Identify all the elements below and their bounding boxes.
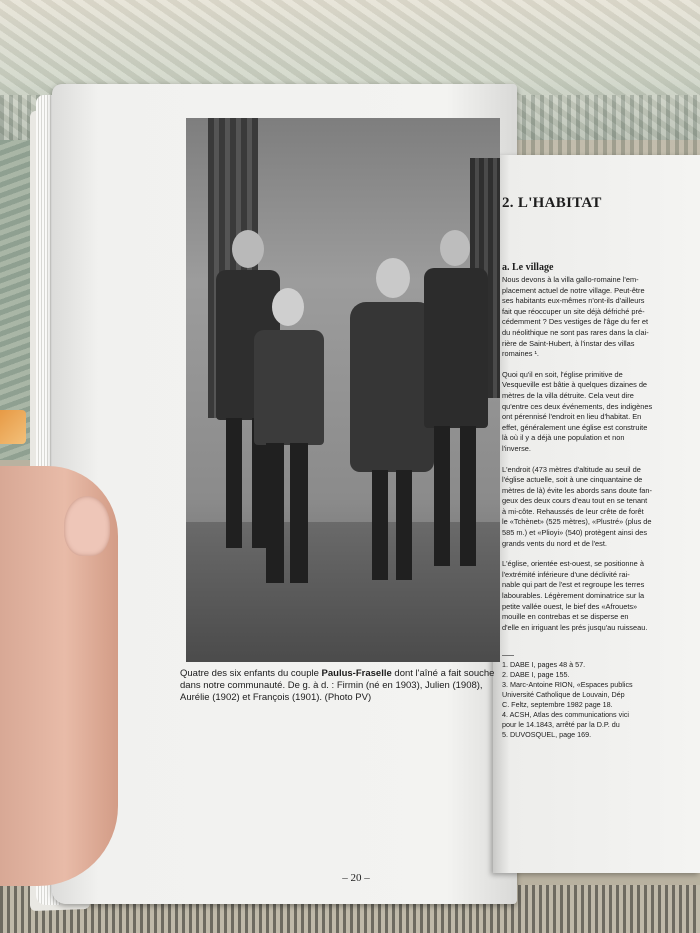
text-line: à mi-côte. Rehaussés de leur crête de forêt [502,506,644,516]
text-line: d'elle en irriguant les prés jusqu'au ruisseau. [502,622,648,632]
thumbnail [64,496,110,556]
right-page-content [502,195,700,740]
text-line: mètres de la villa détruite. Cela veut dire [502,390,634,400]
body-text [502,275,700,633]
text-line: Vesqueville est bâtie à quelques dizaines de [502,380,648,390]
text-line: cédemment ? Des vestiges de l'âge du fer et [502,317,649,327]
child-julien [244,288,334,588]
text-line: geux des deux cours d'eau tout en se tenant [502,496,648,506]
family-photo [186,118,500,662]
orange-object [0,410,26,444]
text-line: qu'entre ces deux événements, des indigènes [502,401,653,411]
text-line: nable qui part de l'est et regroupe les terres [502,580,645,590]
footnotes [502,660,700,740]
text-line: fait que réoccuper un site déjà défriché pré- [502,306,645,316]
text-line: ses habitants eux-mêmes n'ont-ils d'ailleurs [502,296,645,306]
text-line: Nous devons à la villa gallo-romaine l'em- [502,275,639,284]
text-line: l'extrémité inférieure d'une déclivité rai- [502,569,630,579]
text-line: effet, généralement une église est construite [502,422,648,432]
caption-text-1: Quatre des six enfants du couple [180,668,322,679]
footnote: 4. ACSH, Atlas des communications vici [502,710,630,720]
text-line: mouille en contrebas et se disperse en [502,612,629,622]
text-line: ont pérennisé l'endroit en lieu d'habitat. En [502,412,642,422]
footnote: 3. Marc-Antoine RION, «Espaces publics [502,680,633,690]
text-line: placement actuel de notre village. Peut-être [502,285,645,295]
text-line: labourables. Légèrement dominatrice sur la [502,591,645,601]
text-line: L'église, orientée est-ouest, se positionne à [502,559,644,569]
photo-caption [180,668,506,704]
paragraph [502,559,700,633]
footnote: 1. DABE I, pages 48 à 57. [502,660,586,670]
paragraph [502,275,700,360]
paragraph [502,465,700,550]
text-line: Quoi qu'il en soit, l'église primitive de [502,369,623,379]
footnote: C. Feltz, septembre 1982 page 18. [502,700,613,710]
footnote: pour le 14.1843, arrêté par la D.P. du [502,720,620,730]
footnote: 5. DUVOSQUEL, page 169. [502,730,592,740]
caption-text-2: dont l'aîné a fait souche dans notre communauté. De g. à d. : Firmin (né en 1903), Julien (1908), Aurélie (1902) et François (1901). (Photo PV) [180,668,495,703]
paragraph [502,370,700,455]
caption-family-name: Paulus-Fraselle [321,668,392,679]
text-line: L'endroit (473 mètres d'altitude au seuil de [502,464,641,474]
text-line: rière de Saint-Hubert, à l'instar des villas [502,338,635,348]
text-line: romaines ¹. [502,349,539,359]
text-line: l'église actuelle, soit à une cinquantaine de [502,475,643,485]
footnote: Université Catholique de Louvain, Dép [502,690,625,700]
text-line: mètres de là) évite les abords sans doute fan- [502,485,652,495]
text-line: le «Tchènet» (525 mètres), «Plustré» (plus de [502,517,652,527]
text-line: là où il y a déjà une population et non [502,433,625,443]
page-number: – 20 – [342,872,370,884]
child-francois [422,230,492,580]
footnote: 2. DABE I, page 155. [502,670,570,680]
subsection-title: a. Le village [502,262,554,273]
text-line: grands vents du nord et de l'est. [502,538,607,548]
section-title: 2. L'HABITAT [502,195,602,211]
text-line: 585 m.) et «Plioyi» (540) protègent ainsi des [502,528,648,538]
text-line: du néolithique ne sont pas rares dans la clai- [502,327,649,337]
text-line: l'inverse. [502,443,531,453]
text-line: petite vallée ouest, le bief des «Afrouets» [502,601,638,611]
